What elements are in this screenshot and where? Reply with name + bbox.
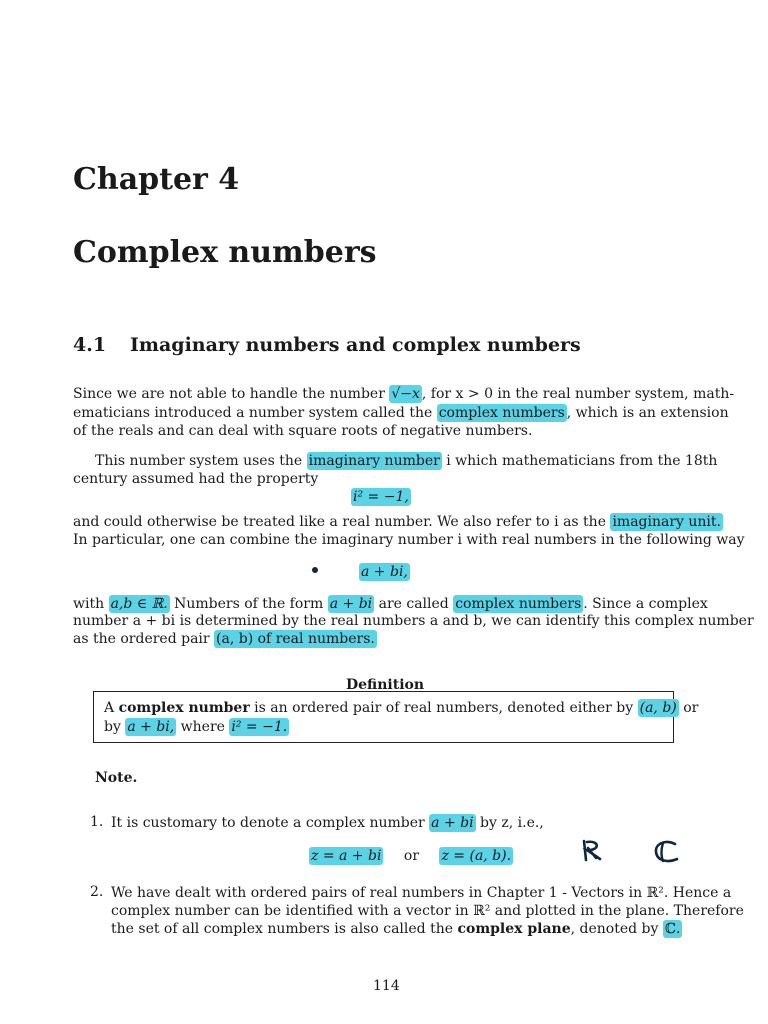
definition-line-2 [104,718,289,736]
text: with [73,596,109,612]
highlight-imaginary-unit: imaginary unit. [612,514,721,530]
highlight-z-equals-pair: z = (a, b). [441,848,512,864]
list-number-2: 2. [90,884,104,900]
or-text: or [403,848,420,864]
paragraph-1-line-3: of the reals and can deal with square roots of negative numbers. [73,423,533,439]
text: ematicians introduced a number system called the [73,405,437,421]
text: A [104,700,119,716]
text: and could otherwise be treated like a real number. We also refer to i as the [73,514,611,530]
text: where [176,719,230,735]
note-heading: Note. [95,770,138,786]
list-number-1: 1. [90,814,104,830]
text: Numbers of the form [169,596,328,612]
text: It is customary to denote a complex number [111,815,430,831]
paragraph-3-line-2: In particular, one can combine the imaginary number i with real numbers in the following way [73,532,745,548]
text: by z, i.e., [475,815,544,831]
text: are called [374,596,454,612]
bold-term: complex plane [457,921,571,937]
equation-z [309,847,513,865]
ink-dot [312,567,318,573]
text: is an ordered pair of real numbers, denoted either by [249,700,638,716]
paragraph-3-line-1 [73,513,721,531]
highlight-a-plus-bi: a + bi [329,596,373,612]
highlight-a-plus-bi: a + bi [431,815,474,831]
section-title: Imaginary numbers and complex numbers [130,334,581,356]
paragraph-2-line-2: century assumed had the property [73,471,319,487]
text: by [104,719,126,735]
paragraph-2-line-1 [95,452,719,470]
note-item-2-line-3 [111,920,682,938]
highlight-sqrt: √−x [391,386,420,402]
text: , which is an extension [566,405,729,421]
highlight-z-equals-a-plus-bi: z = a + bi [311,848,382,864]
text: , for x > 0 in the real number system, math- [421,386,735,402]
text: the set of all complex numbers is also called the [111,921,458,937]
highlight-pair: (a, b) [639,700,677,716]
handwritten-reals-symbol [578,838,610,864]
chapter-title: Complex numbers [73,235,377,270]
text: . Since a complex [583,596,708,612]
equation-a-plus-bi [359,563,410,581]
text: , denoted by [570,921,663,937]
highlight-complex-numbers: complex numbers [438,405,565,421]
definition-line-1 [104,699,698,717]
highlight-equation: a + bi, [361,564,408,580]
paragraph-4-line-3 [73,630,697,648]
chapter-label: Chapter 4 [73,162,240,197]
text: Since we are not able to handle the number [73,386,390,402]
note-item-1-line [111,814,544,832]
handwritten-complex-symbol [650,838,684,866]
note-item-2-line-2: complex number can be identified with a vector in ℝ² and plotted in the plane. Therefore [111,903,744,919]
highlight-c: ℂ. [664,921,681,937]
highlight-imaginary-number: imaginary number [308,453,440,469]
highlight-ordered-pair: (a, b) of real numbers. [216,631,375,647]
highlight-complex-numbers: complex numbers [455,596,582,612]
section-number: 4.1 [73,334,107,356]
text: This number system uses the [95,453,307,469]
text: as the ordered pair [73,631,215,647]
highlight-equation: i² = −1, [353,489,409,505]
page-number: 114 [373,978,400,994]
definition-heading: Definition [346,677,425,693]
equation-i-squared [351,488,411,506]
paragraph-4-line-2: number a + bi is determined by the real numbers a and b, we can identify this complex number [73,613,754,629]
paragraph-4-line-1 [73,595,708,613]
highlight-ab-in-r: a,b ∈ ℝ. [110,596,168,612]
note-item-2-line-1: We have dealt with ordered pairs of real numbers in Chapter 1 - Vectors in ℝ². Hence a [111,885,732,901]
highlight-a-plus-bi: a + bi, [127,719,175,735]
text: or [678,700,699,716]
highlight-i-squared: i² = −1. [231,719,288,735]
paragraph-1-line-1 [73,385,735,403]
bold-term: complex number [118,700,250,716]
paragraph-1-line-2 [73,404,729,422]
section-heading [73,334,581,356]
text: i which mathematicians from the 18th [441,453,718,469]
